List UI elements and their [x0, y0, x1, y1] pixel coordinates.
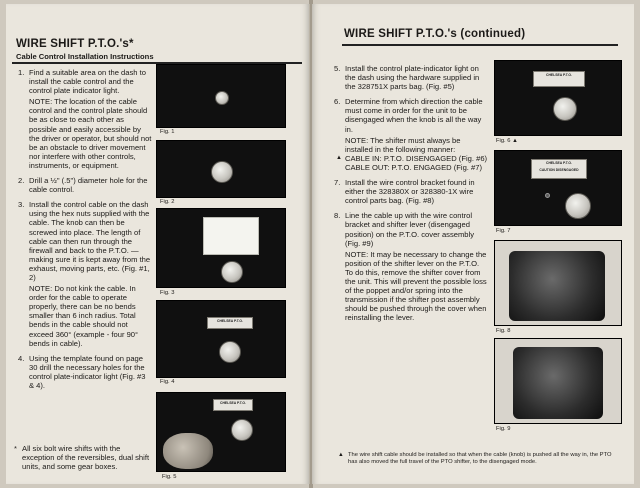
asterisk-mark: * — [14, 444, 17, 453]
figure-3-photo — [156, 208, 286, 288]
step-2 — [18, 176, 152, 194]
right-footnote — [338, 452, 622, 466]
cable-knob-image — [219, 341, 241, 363]
control-plate-image — [207, 317, 253, 329]
step-number: 5. — [334, 64, 341, 73]
figure-7-photo — [494, 150, 622, 226]
cable-knob-image — [565, 193, 591, 219]
right-instructions — [334, 64, 488, 328]
figure-4-photo — [156, 300, 286, 378]
control-plate-image — [531, 159, 587, 179]
figure-9-caption: Fig. 9 — [496, 426, 511, 432]
cable-shaft-image — [545, 193, 550, 198]
step-note: NOTE: It may be necessary to change the position of the shifter lever on the P.T.O. To do this, remove the shifter cover from the unit. This will prevent the possible loss of the poppet and/or spring into the transmission if the shifter post assembly should be pushed through the cover when reinstalling the lever. — [345, 249, 487, 323]
figure-7 — [494, 150, 622, 238]
figure-2 — [156, 140, 286, 214]
triangle-marker-icon: ▲ — [336, 154, 342, 161]
step-note: NOTE: The shifter must always be installed in the following manner: — [345, 135, 461, 154]
footnote-text: The wire shift cable should be installed so that when the cable (knob) is pushed all the way in, the PTO has also moved the full travel of the PTO shifter, to the disengaged mode. — [348, 452, 612, 465]
figure-2-photo — [156, 140, 286, 198]
control-plate-image — [533, 71, 585, 87]
step-number: 8. — [334, 211, 341, 221]
step-number: 2. — [18, 176, 25, 186]
figure-3 — [156, 208, 286, 304]
control-plate-image — [213, 399, 253, 411]
step-text: Drill a ½" (.5") diameter hole for the cable control. — [29, 176, 148, 195]
left-page-subtitle: Cable Control Installation Instructions — [16, 52, 154, 61]
step-7 — [334, 178, 488, 205]
figure-6-photo — [494, 60, 622, 136]
cable-knob-image — [553, 97, 577, 121]
step-5 — [334, 64, 488, 91]
step-text: Using the template found on page 30 drill the necessary holes for the control plate-indicator light (Fig. #3 & 4). — [29, 353, 146, 390]
figure-6 — [494, 60, 622, 148]
figure-5 — [156, 392, 286, 484]
step-text: Install the control plate-indicator light on the dash using the hardware supplied in the 328751X parts bag. (Fig. #5) — [345, 64, 480, 92]
figure-6-caption: Fig. 6 ▲ — [496, 138, 518, 144]
figure-5-photo — [156, 392, 286, 472]
figure-4 — [156, 300, 286, 390]
step-1 — [18, 68, 152, 170]
template-paper-image — [203, 217, 259, 255]
figure-2-caption: Fig. 2 — [160, 199, 175, 205]
step-6 — [334, 97, 488, 172]
plate-text: CHELSEA P.T.O. — [220, 401, 246, 405]
title-rule — [342, 44, 618, 46]
triangle-marker-icon: ▲ — [338, 452, 344, 458]
left-page — [6, 4, 310, 484]
step-text: Determine from which direction the cable must come in order for the unit to be disengaged when the knob is all the way in. — [345, 97, 483, 134]
figure-7-caption: Fig. 7 — [496, 228, 511, 234]
plate-text: CHELSEA P.T.O. — [546, 161, 572, 165]
hand-image — [163, 433, 213, 469]
cable-out-text: CABLE OUT: P.T.O. ENGAGED (Fig. #7) — [345, 162, 483, 172]
figure-9-photo — [494, 338, 622, 424]
step-number: 7. — [334, 178, 341, 188]
left-instructions — [18, 68, 152, 396]
figure-3-caption: Fig. 3 — [160, 290, 175, 296]
cable-knob-image — [211, 161, 233, 183]
pto-unit-image — [509, 251, 605, 321]
step-text: Install the control cable on the dash using the hex nuts supplied with the cable. The knob can then be screwed into place. The length of cable can then run through the firewall and back to the P.T.O. — making sure it is kept away from the exhaust, moving parts, etc. (Fig. #1, 2) — [29, 200, 151, 282]
left-footnote — [14, 444, 152, 471]
figure-8-photo — [494, 240, 622, 326]
step-text: Find a suitable area on the dash to install the cable control and the control plate indicator light. — [29, 68, 146, 96]
figure-1-caption: Fig. 1 — [160, 129, 175, 135]
plate-text: CHELSEA P.T.O. — [217, 319, 243, 323]
figure-9 — [494, 338, 622, 434]
figure-4-caption: Fig. 4 — [160, 379, 175, 385]
footnote-text: All six bolt wire shifts with the exception of the reversibles, dual shift units, and some gear boxes. — [22, 444, 150, 472]
right-page-title: WIRE SHIFT P.T.O.'s (continued) — [344, 28, 526, 40]
step-number: 4. — [18, 353, 25, 363]
step-number: 6. — [334, 97, 341, 107]
figure-8 — [494, 240, 622, 336]
cable-in-text: CABLE IN: P.T.O. DISENGAGED (Fig. #6) — [345, 153, 488, 163]
step-note: NOTE: The location of the cable control and the control plate should be as close to each other as possible and easily accessible by the driver or operator, but should not be an obstacle to driver movement nor interfere with other controls, instruments, or equipment. — [29, 97, 152, 170]
figure-1-photo — [156, 64, 286, 128]
cable-knob-image — [231, 419, 253, 441]
figure-8-caption: Fig. 8 — [496, 328, 511, 334]
plate-caution-text: CAUTION DISENGAGED — [539, 168, 579, 172]
figure-1 — [156, 64, 286, 138]
cable-knob-image — [221, 261, 243, 283]
cable-in-line — [336, 153, 488, 163]
right-page — [312, 4, 634, 484]
step-4 — [18, 354, 152, 390]
step-note: NOTE: Do not kink the cable. In order for the cable to operate properly, there can be no bends smaller than 6 inch radius. Total bends in the cable should not exceed 360° (example - four 90° bends in cable). — [29, 284, 139, 348]
cable-knob-image — [215, 91, 229, 105]
step-text: Install the wire control bracket found in either the 328380X or 328380-1X wire control parts bag. (Fig. #8) — [345, 178, 475, 206]
pto-cover-assembly-image — [513, 347, 603, 419]
plate-text: CHELSEA P.T.O. — [546, 73, 572, 77]
left-page-title: WIRE SHIFT P.T.O.'s* — [16, 38, 134, 50]
figure-5-caption: Fig. 5 — [162, 474, 177, 480]
step-3 — [18, 200, 152, 348]
step-text: Line the cable up with the wire control bracket and shifter lever (disengaged position) on the P.T.O. cover assembly (Fig. #9) — [345, 211, 475, 248]
step-8 — [334, 211, 488, 322]
step-number: 3. — [18, 200, 25, 210]
step-number: 1. — [18, 68, 25, 77]
